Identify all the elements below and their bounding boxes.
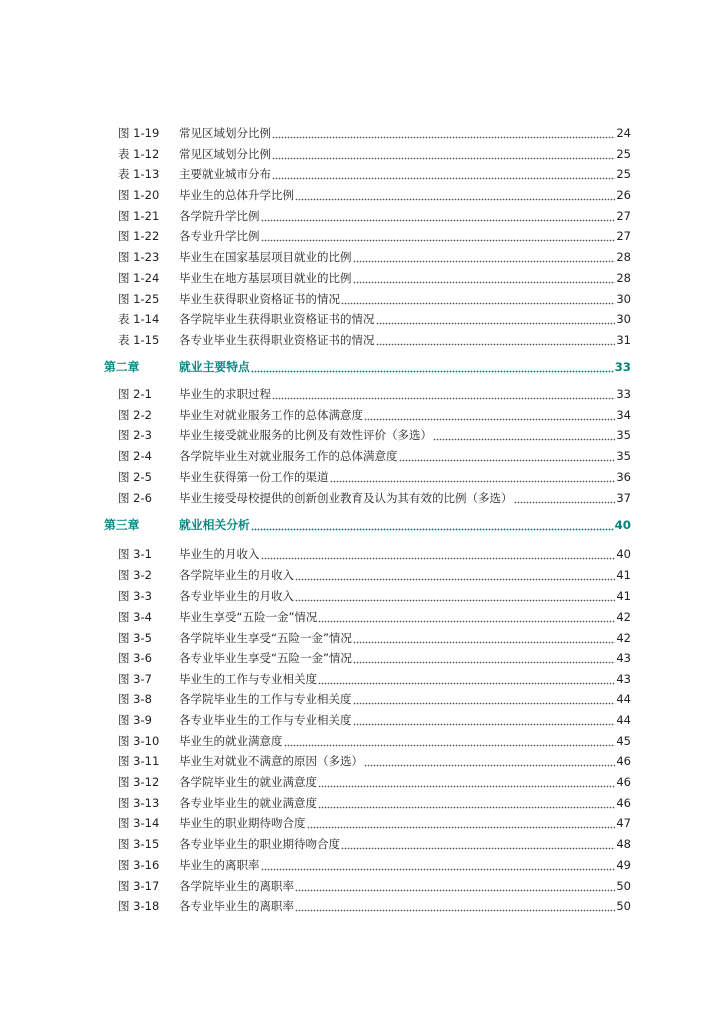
- dot-leader: [353, 268, 616, 288]
- toc-entry-line: [179, 544, 631, 564]
- dot-leader: [272, 144, 615, 164]
- toc-entry-line: [179, 515, 631, 535]
- toc-entry-line: [179, 772, 631, 792]
- toc-entry-line: [179, 164, 631, 184]
- toc-entry-title: 各专业毕业生的月收入: [179, 589, 294, 603]
- toc-entry-line: [179, 289, 631, 309]
- toc-entry-page: 45: [616, 734, 631, 748]
- toc-entry-title: 各专业毕业生的离职率: [179, 899, 294, 913]
- toc-entry-title: 常见区域划分比例: [179, 126, 271, 140]
- dot-leader: [399, 446, 616, 466]
- toc-entry-page: 43: [616, 651, 631, 665]
- toc-entry-title: 毕业生在国家基层项目就业的比例: [179, 250, 352, 264]
- dot-leader: [261, 206, 616, 226]
- toc-entry[interactable]: [0, 751, 724, 771]
- toc-entry-title: 毕业生对就业服务工作的总体满意度: [179, 408, 363, 422]
- toc-entry-line: [179, 628, 631, 648]
- toc-entry-title: 毕业生接受就业服务的比例及有效性评价（多选）: [179, 428, 432, 442]
- toc-entry-title: 各专业毕业生的工作与专业相关度: [179, 713, 352, 727]
- toc-entry-page: 25: [616, 147, 631, 161]
- toc-entry-number: 图 3-4: [118, 610, 152, 624]
- toc-entry-line: [179, 268, 631, 288]
- toc-entry[interactable]: [0, 488, 724, 508]
- toc-entry-line: [179, 206, 631, 226]
- toc-entry-title: 毕业生获得职业资格证书的情况: [179, 292, 340, 306]
- toc-entry-page: 46: [616, 754, 631, 768]
- toc-entry[interactable]: [0, 813, 724, 833]
- toc-entry-page: 31: [616, 333, 631, 347]
- toc-entry-title: 常见区域划分比例: [179, 147, 271, 161]
- toc-entry-page: 28: [616, 271, 631, 285]
- toc-entry-page: 42: [616, 631, 631, 645]
- toc-entry-line: [179, 446, 631, 466]
- toc-entry[interactable]: [0, 607, 724, 627]
- toc-entry-page: 26: [616, 188, 631, 202]
- toc-entry[interactable]: [0, 206, 724, 226]
- toc-entry-number: 图 3-16: [118, 858, 160, 872]
- toc-entry-number: 图 3-3: [118, 589, 152, 603]
- toc-entry-title: 毕业生的总体升学比例: [179, 188, 294, 202]
- toc-entry-title: 毕业生的求职过程: [179, 387, 271, 401]
- toc-entry-title: 毕业生的月收入: [179, 547, 260, 561]
- toc-entry[interactable]: [0, 565, 724, 585]
- toc-entry-title: 就业主要特点: [179, 360, 250, 374]
- toc-entry-number: 图 2-2: [118, 408, 152, 422]
- dot-leader: [251, 515, 614, 535]
- toc-entry-page: 41: [616, 568, 631, 582]
- toc-entry-number: 图 3-1: [118, 547, 152, 561]
- toc-entry-number: 图 1-24: [118, 271, 160, 285]
- toc-entry-page: 27: [616, 209, 631, 223]
- dot-leader: [364, 751, 615, 771]
- toc-entry[interactable]: [0, 896, 724, 916]
- toc-entry-line: [179, 384, 631, 404]
- toc-entry-line: [179, 247, 631, 267]
- toc-entry-title: 各专业升学比例: [179, 229, 260, 243]
- toc-chapter-entry[interactable]: [0, 357, 724, 377]
- toc-entry-number: 图 3-18: [118, 899, 160, 913]
- toc-entry-number: 图 3-13: [118, 796, 160, 810]
- toc-entry-title: 毕业生的工作与专业相关度: [179, 672, 317, 686]
- toc-entry-title: 毕业生的就业满意度: [179, 734, 283, 748]
- toc-entry-number: 图 3-7: [118, 672, 152, 686]
- toc-entry-line: [179, 357, 631, 377]
- toc-entry-line: [179, 586, 631, 606]
- toc-entry-line: [179, 330, 631, 350]
- toc-entry[interactable]: [0, 309, 724, 329]
- toc-entry-number: 图 3-12: [118, 775, 160, 789]
- toc-entry-line: [179, 876, 631, 896]
- toc-entry[interactable]: [0, 586, 724, 606]
- toc-entry-number: 图 2-3: [118, 428, 152, 442]
- toc-entry-page: 42: [616, 610, 631, 624]
- toc-entry-title: 各学院毕业生获得职业资格证书的情况: [179, 312, 375, 326]
- toc-entry-page: 44: [616, 713, 631, 727]
- toc-entry-number: 第三章: [104, 518, 140, 532]
- toc-chapter-entry[interactable]: [0, 515, 724, 535]
- dot-leader: [341, 289, 615, 309]
- dot-leader: [318, 607, 615, 627]
- toc-entry-line: [179, 488, 631, 508]
- dot-leader: [318, 669, 615, 689]
- toc-entry-title: 各学院毕业生享受“五险一金”情况: [179, 631, 352, 645]
- toc-entry-page: 36: [616, 470, 631, 484]
- toc-entry-title: 各学院毕业生对就业服务工作的总体满意度: [179, 449, 398, 463]
- toc-entry-page: 28: [616, 250, 631, 264]
- toc-entry-number: 图 3-9: [118, 713, 152, 727]
- toc-entry[interactable]: [0, 467, 724, 487]
- toc-entry-number: 图 3-17: [118, 879, 160, 893]
- toc-entry-number: 表 1-13: [118, 167, 160, 181]
- toc-entry-title: 各专业毕业生的就业满意度: [179, 796, 317, 810]
- toc-entry-page: 44: [616, 692, 631, 706]
- toc-entry-number: 图 2-1: [118, 387, 152, 401]
- toc-entry-page: 24: [616, 126, 631, 140]
- dot-leader: [272, 123, 615, 143]
- dot-leader: [261, 855, 616, 875]
- toc-entry-page: 34: [616, 408, 631, 422]
- toc-entry[interactable]: [0, 648, 724, 668]
- dot-leader: [307, 813, 616, 833]
- toc-entry-number: 图 3-8: [118, 692, 152, 706]
- toc-entry-title: 毕业生享受“五险一金”情况: [179, 610, 318, 624]
- toc-entry-line: [179, 834, 631, 854]
- toc-entry-line: [179, 813, 631, 833]
- dot-leader: [295, 565, 615, 585]
- toc-entry-page: 40: [614, 518, 631, 532]
- toc-entry-page: 43: [616, 672, 631, 686]
- toc-entry-line: [179, 855, 631, 875]
- toc-entry-number: 图 1-21: [118, 209, 160, 223]
- toc-entry[interactable]: [0, 669, 724, 689]
- toc-entry-number: 图 1-22: [118, 229, 160, 243]
- toc-entry-number: 图 1-19: [118, 126, 160, 140]
- dot-leader: [318, 793, 615, 813]
- toc-entry-number: 图 1-23: [118, 250, 160, 264]
- toc-entry-line: [179, 425, 631, 445]
- toc-entry-line: [179, 607, 631, 627]
- toc-entry[interactable]: [0, 425, 724, 445]
- toc-entry-number: 图 2-6: [118, 491, 152, 505]
- toc-entry-page: 50: [616, 899, 631, 913]
- toc-entry-line: [179, 309, 631, 329]
- dot-leader: [341, 834, 615, 854]
- dot-leader: [330, 467, 616, 487]
- toc-entry-title: 毕业生对就业不满意的原因（多选）: [179, 754, 363, 768]
- toc-entry-number: 图 3-15: [118, 837, 160, 851]
- toc-entry[interactable]: [0, 731, 724, 751]
- toc-entry-line: [179, 689, 631, 709]
- toc-entry-line: [179, 669, 631, 689]
- dot-leader: [295, 876, 615, 896]
- toc-entry-number: 图 2-5: [118, 470, 152, 484]
- dot-leader: [284, 731, 616, 751]
- toc-entry-title: 各学院升学比例: [179, 209, 260, 223]
- toc-entry[interactable]: [0, 268, 724, 288]
- toc-entry-title: 毕业生接受母校提供的创新创业教育及认为其有效的比例（多选）: [179, 491, 513, 505]
- dot-leader: [272, 384, 615, 404]
- toc-entry-page: 30: [616, 312, 631, 326]
- toc-entry-line: [179, 467, 631, 487]
- toc-entry-page: 30: [616, 292, 631, 306]
- toc-entry-line: [179, 751, 631, 771]
- dot-leader: [514, 488, 616, 508]
- toc-entry-title: 毕业生的离职率: [179, 858, 260, 872]
- toc-entry[interactable]: [0, 247, 724, 267]
- toc-entry-line: [179, 144, 631, 164]
- toc-entry-number: 图 3-6: [118, 651, 152, 665]
- toc-entry-page: 33: [616, 387, 631, 401]
- toc-entry[interactable]: [0, 772, 724, 792]
- toc-entry[interactable]: [0, 446, 724, 466]
- toc-entry-page: 47: [616, 816, 631, 830]
- toc-entry-page: 25: [616, 167, 631, 181]
- toc-entry-page: 48: [616, 837, 631, 851]
- dot-leader: [353, 648, 615, 668]
- toc-entry-line: [179, 405, 631, 425]
- toc-entry-title: 毕业生在地方基层项目就业的比例: [179, 271, 352, 285]
- toc-entry-line: [179, 226, 631, 246]
- toc-entry-page: 46: [616, 775, 631, 789]
- toc-entry-line: [179, 565, 631, 585]
- toc-entry-number: 图 3-14: [118, 816, 160, 830]
- toc-entry[interactable]: [0, 226, 724, 246]
- toc-entry[interactable]: [0, 544, 724, 564]
- toc-entry[interactable]: [0, 628, 724, 648]
- toc-entry-number: 图 1-25: [118, 292, 160, 306]
- toc-entry-page: 40: [616, 547, 631, 561]
- dot-leader: [295, 185, 615, 205]
- toc-entry-line: [179, 185, 631, 205]
- toc-entry[interactable]: [0, 164, 724, 184]
- toc-entry-page: 37: [616, 491, 631, 505]
- toc-entry-number: 表 1-14: [118, 312, 160, 326]
- dot-leader: [433, 425, 615, 445]
- toc-entry-page: 27: [616, 229, 631, 243]
- toc-entry-number: 第二章: [104, 360, 140, 374]
- toc-entry[interactable]: [0, 710, 724, 730]
- dot-leader: [261, 226, 616, 246]
- toc-entry-title: 就业相关分析: [179, 518, 250, 532]
- dot-leader: [295, 896, 615, 916]
- dot-leader: [376, 330, 616, 350]
- dot-leader: [295, 586, 615, 606]
- toc-entry-title: 各学院毕业生的工作与专业相关度: [179, 692, 352, 706]
- toc-entry-line: [179, 896, 631, 916]
- toc-entry-page: 33: [614, 360, 631, 374]
- toc-entry-number: 图 3-5: [118, 631, 152, 645]
- toc-entry-page: 35: [616, 449, 631, 463]
- toc-entry[interactable]: [0, 876, 724, 896]
- toc-entry[interactable]: [0, 405, 724, 425]
- toc-entry-page: 46: [616, 796, 631, 810]
- toc-entry-title: 各学院毕业生的就业满意度: [179, 775, 317, 789]
- toc-entry-number: 图 3-10: [118, 734, 160, 748]
- toc-entry[interactable]: [0, 144, 724, 164]
- toc-entry-page: 49: [616, 858, 631, 872]
- toc-entry-number: 图 2-4: [118, 449, 152, 463]
- toc-entry-title: 各专业毕业生享受“五险一金”情况: [179, 651, 352, 665]
- toc-entry-title: 各专业毕业生的职业期待吻合度: [179, 837, 340, 851]
- toc-entry-number: 表 1-12: [118, 147, 160, 161]
- toc-entry-title: 各学院毕业生的月收入: [179, 568, 294, 582]
- toc-entry-title: 毕业生的职业期待吻合度: [179, 816, 306, 830]
- toc-entry-line: [179, 123, 631, 143]
- dot-leader: [261, 544, 616, 564]
- toc-entry-number: 图 3-11: [118, 754, 160, 768]
- dot-leader: [353, 628, 615, 648]
- toc-entry[interactable]: [0, 185, 724, 205]
- toc-entry-number: 图 1-20: [118, 188, 160, 202]
- dot-leader: [318, 772, 615, 792]
- toc-entry-title: 主要就业城市分布: [179, 167, 271, 181]
- toc-entry-title: 各专业毕业生获得职业资格证书的情况: [179, 333, 375, 347]
- toc-entry[interactable]: [0, 289, 724, 309]
- dot-leader: [251, 357, 614, 377]
- toc-entry-line: [179, 731, 631, 751]
- toc-entry-line: [179, 793, 631, 813]
- dot-leader: [272, 164, 615, 184]
- toc-entry-number: 图 3-2: [118, 568, 152, 582]
- toc-entry-line: [179, 710, 631, 730]
- toc-entry[interactable]: [0, 330, 724, 350]
- toc-entry[interactable]: [0, 123, 724, 143]
- toc-entry[interactable]: [0, 855, 724, 875]
- dot-leader: [376, 309, 616, 329]
- toc-entry[interactable]: [0, 834, 724, 854]
- dot-leader: [353, 689, 616, 709]
- toc-entry-number: 表 1-15: [118, 333, 160, 347]
- toc-entry-page: 35: [616, 428, 631, 442]
- toc-entry-page: 41: [616, 589, 631, 603]
- toc-entry[interactable]: [0, 793, 724, 813]
- dot-leader: [353, 247, 616, 267]
- toc-entry-page: 50: [616, 879, 631, 893]
- toc-entry-title: 各学院毕业生的离职率: [179, 879, 294, 893]
- dot-leader: [364, 405, 615, 425]
- toc-entry-title: 毕业生获得第一份工作的渠道: [179, 470, 329, 484]
- toc-entry-line: [179, 648, 631, 668]
- toc-entry[interactable]: [0, 689, 724, 709]
- toc-entry[interactable]: [0, 384, 724, 404]
- dot-leader: [353, 710, 616, 730]
